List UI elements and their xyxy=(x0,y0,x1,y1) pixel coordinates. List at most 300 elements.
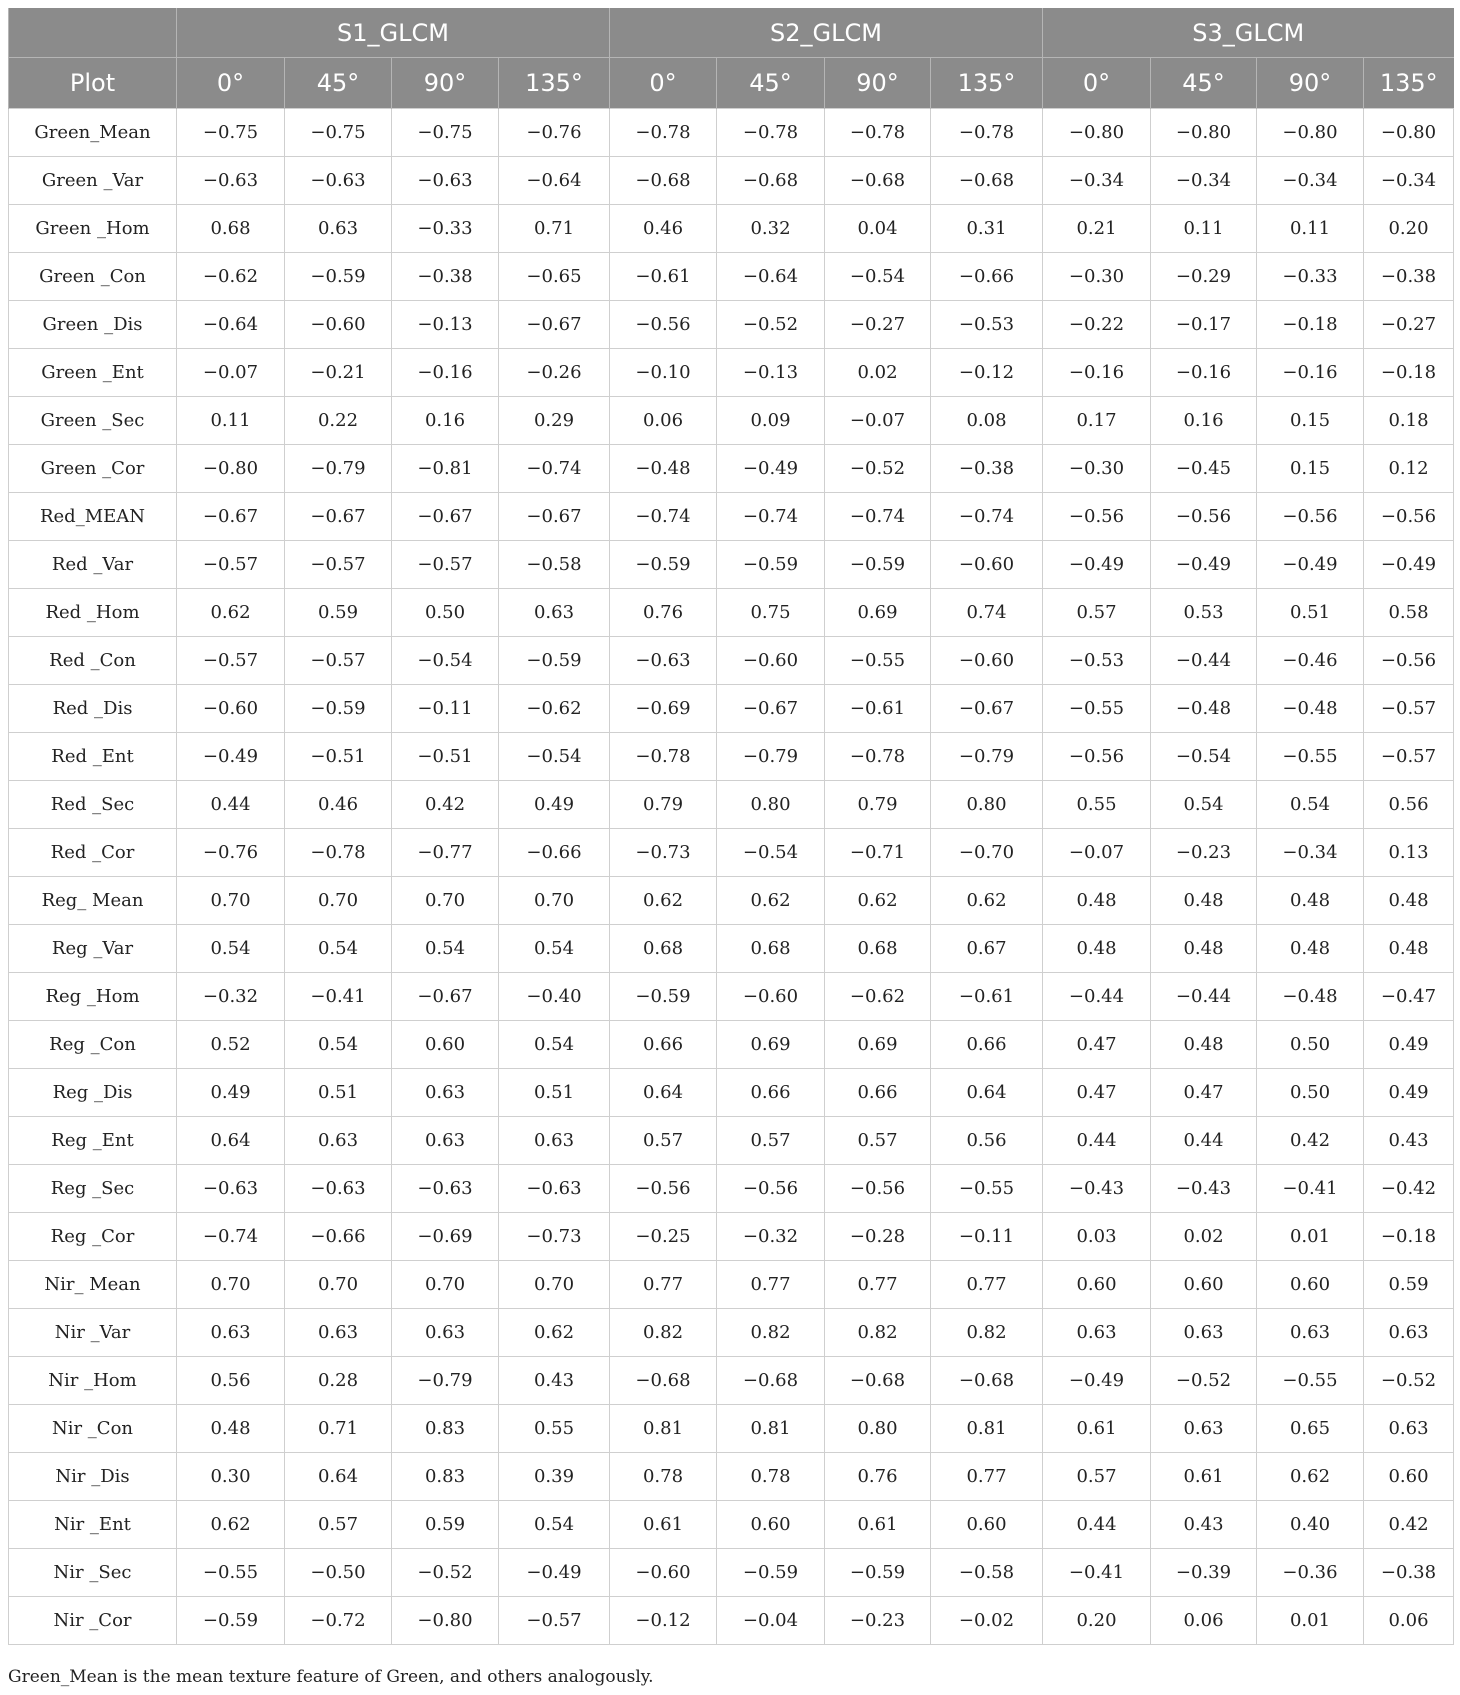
group-header-s1: S1_GLCM xyxy=(177,8,610,58)
row-label: Red _Dis xyxy=(9,685,177,733)
value-cell: −0.74 xyxy=(825,493,931,541)
row-label: Red _Var xyxy=(9,541,177,589)
value-cell: −0.32 xyxy=(177,973,285,1021)
value-cell: −0.23 xyxy=(825,1597,931,1645)
value-cell: 0.62 xyxy=(717,877,825,925)
value-cell: −0.61 xyxy=(931,973,1043,1021)
value-cell: 0.47 xyxy=(1043,1069,1151,1117)
value-cell: −0.52 xyxy=(825,445,931,493)
value-cell: 0.57 xyxy=(717,1117,825,1165)
value-cell: −0.43 xyxy=(1043,1165,1151,1213)
value-cell: 0.48 xyxy=(1364,925,1454,973)
value-cell: 0.28 xyxy=(285,1357,392,1405)
value-cell: −0.55 xyxy=(1043,685,1151,733)
table-row xyxy=(9,1549,1454,1597)
plot-header: Plot xyxy=(9,58,177,109)
value-cell: −0.64 xyxy=(499,157,610,205)
value-cell: −0.46 xyxy=(1257,637,1364,685)
value-cell: 0.02 xyxy=(1151,1213,1257,1261)
value-cell: −0.59 xyxy=(499,637,610,685)
value-cell: 0.09 xyxy=(717,397,825,445)
value-cell: −0.67 xyxy=(931,685,1043,733)
table-row xyxy=(9,205,1454,253)
value-cell: 0.77 xyxy=(717,1261,825,1309)
value-cell: 0.16 xyxy=(1151,397,1257,445)
value-cell: −0.48 xyxy=(610,445,717,493)
value-cell: −0.75 xyxy=(392,109,499,157)
table-row xyxy=(9,1597,1454,1645)
row-label: Nir _Ent xyxy=(9,1501,177,1549)
value-cell: 0.46 xyxy=(285,781,392,829)
value-cell: −0.59 xyxy=(717,541,825,589)
value-cell: −0.51 xyxy=(285,733,392,781)
value-cell: 0.49 xyxy=(499,781,610,829)
row-label: Red _Sec xyxy=(9,781,177,829)
value-cell: 0.21 xyxy=(1043,205,1151,253)
value-cell: 0.50 xyxy=(1257,1069,1364,1117)
value-cell: 0.32 xyxy=(717,205,825,253)
table-row xyxy=(9,637,1454,685)
value-cell: −0.63 xyxy=(177,1165,285,1213)
value-cell: 0.76 xyxy=(825,1453,931,1501)
value-cell: −0.30 xyxy=(1043,445,1151,493)
value-cell: −0.75 xyxy=(177,109,285,157)
value-cell: 0.43 xyxy=(1364,1117,1454,1165)
row-label: Nir _Cor xyxy=(9,1597,177,1645)
value-cell: −0.60 xyxy=(931,637,1043,685)
value-cell: 0.71 xyxy=(285,1405,392,1453)
value-cell: −0.60 xyxy=(285,301,392,349)
row-label: Red _Ent xyxy=(9,733,177,781)
row-label: Nir _Hom xyxy=(9,1357,177,1405)
value-cell: 0.65 xyxy=(1257,1405,1364,1453)
row-label: Green _Dis xyxy=(9,301,177,349)
row-label: Reg _Ent xyxy=(9,1117,177,1165)
row-label: Green_Mean xyxy=(9,109,177,157)
value-cell: 0.64 xyxy=(610,1069,717,1117)
angle-header-row xyxy=(9,58,1454,109)
value-cell: 0.82 xyxy=(610,1309,717,1357)
value-cell: −0.27 xyxy=(1364,301,1454,349)
value-cell: 0.06 xyxy=(610,397,717,445)
value-cell: −0.74 xyxy=(931,493,1043,541)
value-cell: −0.07 xyxy=(177,349,285,397)
value-cell: 0.48 xyxy=(177,1405,285,1453)
value-cell: 0.81 xyxy=(717,1405,825,1453)
value-cell: −0.40 xyxy=(499,973,610,1021)
angle-header: 135° xyxy=(931,58,1043,109)
value-cell: −0.51 xyxy=(392,733,499,781)
angle-header: 45° xyxy=(285,58,392,109)
value-cell: −0.80 xyxy=(1257,109,1364,157)
corner-cell xyxy=(9,8,177,58)
table-row xyxy=(9,253,1454,301)
value-cell: −0.57 xyxy=(177,637,285,685)
value-cell: −0.68 xyxy=(931,1357,1043,1405)
value-cell: 0.49 xyxy=(1364,1021,1454,1069)
value-cell: −0.66 xyxy=(931,253,1043,301)
value-cell: −0.81 xyxy=(392,445,499,493)
table-row xyxy=(9,1213,1454,1261)
value-cell: −0.68 xyxy=(825,157,931,205)
value-cell: −0.68 xyxy=(610,1357,717,1405)
value-cell: −0.50 xyxy=(285,1549,392,1597)
value-cell: −0.79 xyxy=(931,733,1043,781)
value-cell: 0.69 xyxy=(717,1021,825,1069)
value-cell: −0.18 xyxy=(1364,1213,1454,1261)
table-row xyxy=(9,781,1454,829)
table-row xyxy=(9,733,1454,781)
value-cell: −0.68 xyxy=(717,1357,825,1405)
value-cell: −0.61 xyxy=(610,253,717,301)
value-cell: −0.78 xyxy=(610,109,717,157)
value-cell: 0.63 xyxy=(1364,1309,1454,1357)
angle-header: 45° xyxy=(1151,58,1257,109)
value-cell: 0.69 xyxy=(825,1021,931,1069)
value-cell: −0.26 xyxy=(499,349,610,397)
value-cell: −0.59 xyxy=(825,1549,931,1597)
value-cell: −0.59 xyxy=(285,685,392,733)
value-cell: −0.49 xyxy=(1043,541,1151,589)
value-cell: −0.63 xyxy=(285,157,392,205)
row-label: Nir _Dis xyxy=(9,1453,177,1501)
value-cell: −0.79 xyxy=(285,445,392,493)
value-cell: −0.22 xyxy=(1043,301,1151,349)
value-cell: −0.04 xyxy=(717,1597,825,1645)
table-row xyxy=(9,1453,1454,1501)
value-cell: 0.67 xyxy=(931,925,1043,973)
value-cell: 0.62 xyxy=(610,877,717,925)
value-cell: −0.60 xyxy=(177,685,285,733)
value-cell: 0.53 xyxy=(1151,589,1257,637)
value-cell: −0.55 xyxy=(825,637,931,685)
value-cell: 0.68 xyxy=(717,925,825,973)
value-cell: 0.79 xyxy=(610,781,717,829)
value-cell: −0.60 xyxy=(717,973,825,1021)
value-cell: −0.60 xyxy=(717,637,825,685)
value-cell: 0.59 xyxy=(285,589,392,637)
value-cell: 0.46 xyxy=(610,205,717,253)
value-cell: −0.76 xyxy=(177,829,285,877)
value-cell: −0.78 xyxy=(825,109,931,157)
value-cell: −0.12 xyxy=(931,349,1043,397)
value-cell: 0.57 xyxy=(610,1117,717,1165)
value-cell: 0.11 xyxy=(1257,205,1364,253)
value-cell: 0.63 xyxy=(1364,1405,1454,1453)
value-cell: −0.57 xyxy=(285,541,392,589)
value-cell: 0.31 xyxy=(931,205,1043,253)
value-cell: −0.38 xyxy=(1364,1549,1454,1597)
table-row xyxy=(9,1117,1454,1165)
value-cell: −0.60 xyxy=(610,1549,717,1597)
value-cell: 0.66 xyxy=(825,1069,931,1117)
table-row xyxy=(9,493,1454,541)
value-cell: −0.57 xyxy=(285,637,392,685)
value-cell: −0.49 xyxy=(499,1549,610,1597)
value-cell: −0.29 xyxy=(1151,253,1257,301)
row-label: Red_MEAN xyxy=(9,493,177,541)
value-cell: 0.60 xyxy=(1364,1453,1454,1501)
value-cell: −0.74 xyxy=(717,493,825,541)
value-cell: −0.07 xyxy=(1043,829,1151,877)
value-cell: −0.41 xyxy=(1257,1165,1364,1213)
value-cell: 0.61 xyxy=(1151,1453,1257,1501)
value-cell: 0.68 xyxy=(610,925,717,973)
value-cell: −0.16 xyxy=(1043,349,1151,397)
table-footnote: Green_Mean is the mean texture feature of Green, and others analogously. xyxy=(8,1667,654,1687)
value-cell: −0.63 xyxy=(177,157,285,205)
table-row xyxy=(9,925,1454,973)
row-label: Reg _Con xyxy=(9,1021,177,1069)
value-cell: −0.72 xyxy=(285,1597,392,1645)
row-label: Green _Con xyxy=(9,253,177,301)
value-cell: 0.51 xyxy=(285,1069,392,1117)
value-cell: 0.54 xyxy=(177,925,285,973)
value-cell: −0.41 xyxy=(1043,1549,1151,1597)
group-header-s3: S3_GLCM xyxy=(1043,8,1454,58)
value-cell: 0.68 xyxy=(177,205,285,253)
value-cell: −0.55 xyxy=(1257,733,1364,781)
value-cell: 0.75 xyxy=(717,589,825,637)
value-cell: −0.78 xyxy=(285,829,392,877)
table-row xyxy=(9,1357,1454,1405)
value-cell: 0.48 xyxy=(1043,925,1151,973)
value-cell: −0.10 xyxy=(610,349,717,397)
value-cell: 0.62 xyxy=(499,1309,610,1357)
value-cell: −0.77 xyxy=(392,829,499,877)
value-cell: −0.55 xyxy=(177,1549,285,1597)
value-cell: −0.68 xyxy=(610,157,717,205)
table-row xyxy=(9,829,1454,877)
table-wrapper xyxy=(8,8,1453,1645)
value-cell: −0.49 xyxy=(717,445,825,493)
value-cell: −0.53 xyxy=(931,301,1043,349)
value-cell: 0.63 xyxy=(285,205,392,253)
value-cell: −0.49 xyxy=(177,733,285,781)
value-cell: −0.59 xyxy=(825,541,931,589)
value-cell: 0.54 xyxy=(285,1021,392,1069)
value-cell: 0.43 xyxy=(1151,1501,1257,1549)
value-cell: 0.29 xyxy=(499,397,610,445)
value-cell: 0.40 xyxy=(1257,1501,1364,1549)
value-cell: 0.48 xyxy=(1043,877,1151,925)
value-cell: −0.64 xyxy=(177,301,285,349)
value-cell: −0.63 xyxy=(392,157,499,205)
table-row xyxy=(9,877,1454,925)
value-cell: −0.74 xyxy=(610,493,717,541)
value-cell: −0.16 xyxy=(1151,349,1257,397)
value-cell: 0.68 xyxy=(825,925,931,973)
value-cell: −0.49 xyxy=(1364,541,1454,589)
value-cell: −0.80 xyxy=(177,445,285,493)
row-label: Reg _Sec xyxy=(9,1165,177,1213)
row-label: Reg _Var xyxy=(9,925,177,973)
value-cell: −0.67 xyxy=(392,493,499,541)
value-cell: 0.62 xyxy=(177,589,285,637)
value-cell: −0.76 xyxy=(499,109,610,157)
value-cell: 0.60 xyxy=(717,1501,825,1549)
value-cell: 0.82 xyxy=(717,1309,825,1357)
value-cell: −0.59 xyxy=(610,541,717,589)
value-cell: 0.62 xyxy=(177,1501,285,1549)
value-cell: −0.78 xyxy=(717,109,825,157)
value-cell: 0.66 xyxy=(717,1069,825,1117)
value-cell: −0.17 xyxy=(1151,301,1257,349)
value-cell: −0.33 xyxy=(1257,253,1364,301)
value-cell: 0.42 xyxy=(392,781,499,829)
value-cell: −0.11 xyxy=(392,685,499,733)
angle-header: 90° xyxy=(392,58,499,109)
value-cell: 0.62 xyxy=(931,877,1043,925)
table-row xyxy=(9,541,1454,589)
table-row xyxy=(9,1501,1454,1549)
value-cell: 0.70 xyxy=(177,877,285,925)
table-row xyxy=(9,109,1454,157)
value-cell: −0.34 xyxy=(1043,157,1151,205)
value-cell: 0.57 xyxy=(1043,1453,1151,1501)
value-cell: −0.75 xyxy=(285,109,392,157)
value-cell: 0.42 xyxy=(1257,1117,1364,1165)
value-cell: 0.62 xyxy=(1257,1453,1364,1501)
value-cell: 0.77 xyxy=(931,1261,1043,1309)
value-cell: 0.15 xyxy=(1257,397,1364,445)
value-cell: −0.67 xyxy=(392,973,499,1021)
value-cell: 0.63 xyxy=(499,589,610,637)
value-cell: 0.12 xyxy=(1364,445,1454,493)
row-label: Red _Con xyxy=(9,637,177,685)
value-cell: 0.43 xyxy=(499,1357,610,1405)
value-cell: −0.52 xyxy=(1364,1357,1454,1405)
value-cell: 0.74 xyxy=(931,589,1043,637)
value-cell: −0.52 xyxy=(717,301,825,349)
value-cell: −0.67 xyxy=(285,493,392,541)
value-cell: −0.78 xyxy=(931,109,1043,157)
value-cell: −0.55 xyxy=(931,1165,1043,1213)
value-cell: −0.33 xyxy=(392,205,499,253)
value-cell: 0.54 xyxy=(499,1501,610,1549)
value-cell: −0.57 xyxy=(392,541,499,589)
value-cell: 0.77 xyxy=(825,1261,931,1309)
row-label: Green _Sec xyxy=(9,397,177,445)
value-cell: −0.64 xyxy=(717,253,825,301)
value-cell: 0.77 xyxy=(931,1453,1043,1501)
value-cell: 0.58 xyxy=(1364,589,1454,637)
row-label: Reg _Cor xyxy=(9,1213,177,1261)
value-cell: −0.59 xyxy=(717,1549,825,1597)
value-cell: 0.11 xyxy=(177,397,285,445)
value-cell: −0.52 xyxy=(1151,1357,1257,1405)
value-cell: 0.82 xyxy=(931,1309,1043,1357)
value-cell: −0.56 xyxy=(1043,493,1151,541)
value-cell: −0.44 xyxy=(1151,973,1257,1021)
value-cell: 0.70 xyxy=(285,877,392,925)
value-cell: −0.47 xyxy=(1364,973,1454,1021)
value-cell: 0.57 xyxy=(285,1501,392,1549)
value-cell: 0.57 xyxy=(1043,589,1151,637)
value-cell: 0.20 xyxy=(1364,205,1454,253)
value-cell: −0.49 xyxy=(1043,1357,1151,1405)
value-cell: 0.60 xyxy=(392,1021,499,1069)
value-cell: −0.80 xyxy=(1151,109,1257,157)
value-cell: −0.62 xyxy=(177,253,285,301)
value-cell: 0.49 xyxy=(177,1069,285,1117)
table-row xyxy=(9,973,1454,1021)
value-cell: −0.49 xyxy=(1151,541,1257,589)
value-cell: −0.43 xyxy=(1151,1165,1257,1213)
value-cell: 0.59 xyxy=(392,1501,499,1549)
value-cell: 0.63 xyxy=(177,1309,285,1357)
value-cell: 0.80 xyxy=(717,781,825,829)
angle-header: 90° xyxy=(1257,58,1364,109)
value-cell: −0.13 xyxy=(392,301,499,349)
value-cell: −0.71 xyxy=(825,829,931,877)
value-cell: 0.56 xyxy=(177,1357,285,1405)
value-cell: −0.56 xyxy=(610,301,717,349)
value-cell: 0.54 xyxy=(392,925,499,973)
value-cell: 0.63 xyxy=(1151,1309,1257,1357)
value-cell: −0.57 xyxy=(1364,685,1454,733)
angle-header: 135° xyxy=(499,58,610,109)
value-cell: −0.69 xyxy=(610,685,717,733)
value-cell: 0.78 xyxy=(717,1453,825,1501)
value-cell: 0.70 xyxy=(177,1261,285,1309)
value-cell: 0.51 xyxy=(499,1069,610,1117)
table-row xyxy=(9,1021,1454,1069)
value-cell: −0.57 xyxy=(1364,733,1454,781)
value-cell: −0.34 xyxy=(1257,829,1364,877)
value-cell: 0.70 xyxy=(392,877,499,925)
value-cell: 0.54 xyxy=(285,925,392,973)
value-cell: −0.16 xyxy=(1257,349,1364,397)
value-cell: −0.56 xyxy=(1364,637,1454,685)
value-cell: 0.70 xyxy=(392,1261,499,1309)
value-cell: 0.83 xyxy=(392,1453,499,1501)
value-cell: 0.06 xyxy=(1151,1597,1257,1645)
value-cell: 0.63 xyxy=(499,1117,610,1165)
value-cell: −0.69 xyxy=(392,1213,499,1261)
value-cell: −0.28 xyxy=(825,1213,931,1261)
value-cell: 0.54 xyxy=(1257,781,1364,829)
value-cell: −0.57 xyxy=(177,541,285,589)
value-cell: −0.67 xyxy=(177,493,285,541)
group-header-s2: S2_GLCM xyxy=(610,8,1043,58)
value-cell: 0.48 xyxy=(1151,877,1257,925)
value-cell: −0.48 xyxy=(1257,973,1364,1021)
table-row xyxy=(9,589,1454,637)
table-row xyxy=(9,397,1454,445)
value-cell: −0.63 xyxy=(499,1165,610,1213)
value-cell: 0.63 xyxy=(392,1069,499,1117)
value-cell: −0.27 xyxy=(825,301,931,349)
value-cell: 0.66 xyxy=(610,1021,717,1069)
value-cell: 0.39 xyxy=(499,1453,610,1501)
value-cell: −0.54 xyxy=(392,637,499,685)
value-cell: 0.76 xyxy=(610,589,717,637)
value-cell: 0.56 xyxy=(1364,781,1454,829)
value-cell: 0.49 xyxy=(1364,1069,1454,1117)
table-body xyxy=(9,109,1454,1645)
angle-header: 0° xyxy=(1043,58,1151,109)
value-cell: −0.80 xyxy=(1043,109,1151,157)
value-cell: −0.80 xyxy=(1364,109,1454,157)
value-cell: 0.47 xyxy=(1043,1021,1151,1069)
value-cell: 0.47 xyxy=(1151,1069,1257,1117)
value-cell: 0.81 xyxy=(931,1405,1043,1453)
value-cell: −0.63 xyxy=(285,1165,392,1213)
value-cell: −0.59 xyxy=(177,1597,285,1645)
value-cell: −0.70 xyxy=(931,829,1043,877)
table-row xyxy=(9,1261,1454,1309)
